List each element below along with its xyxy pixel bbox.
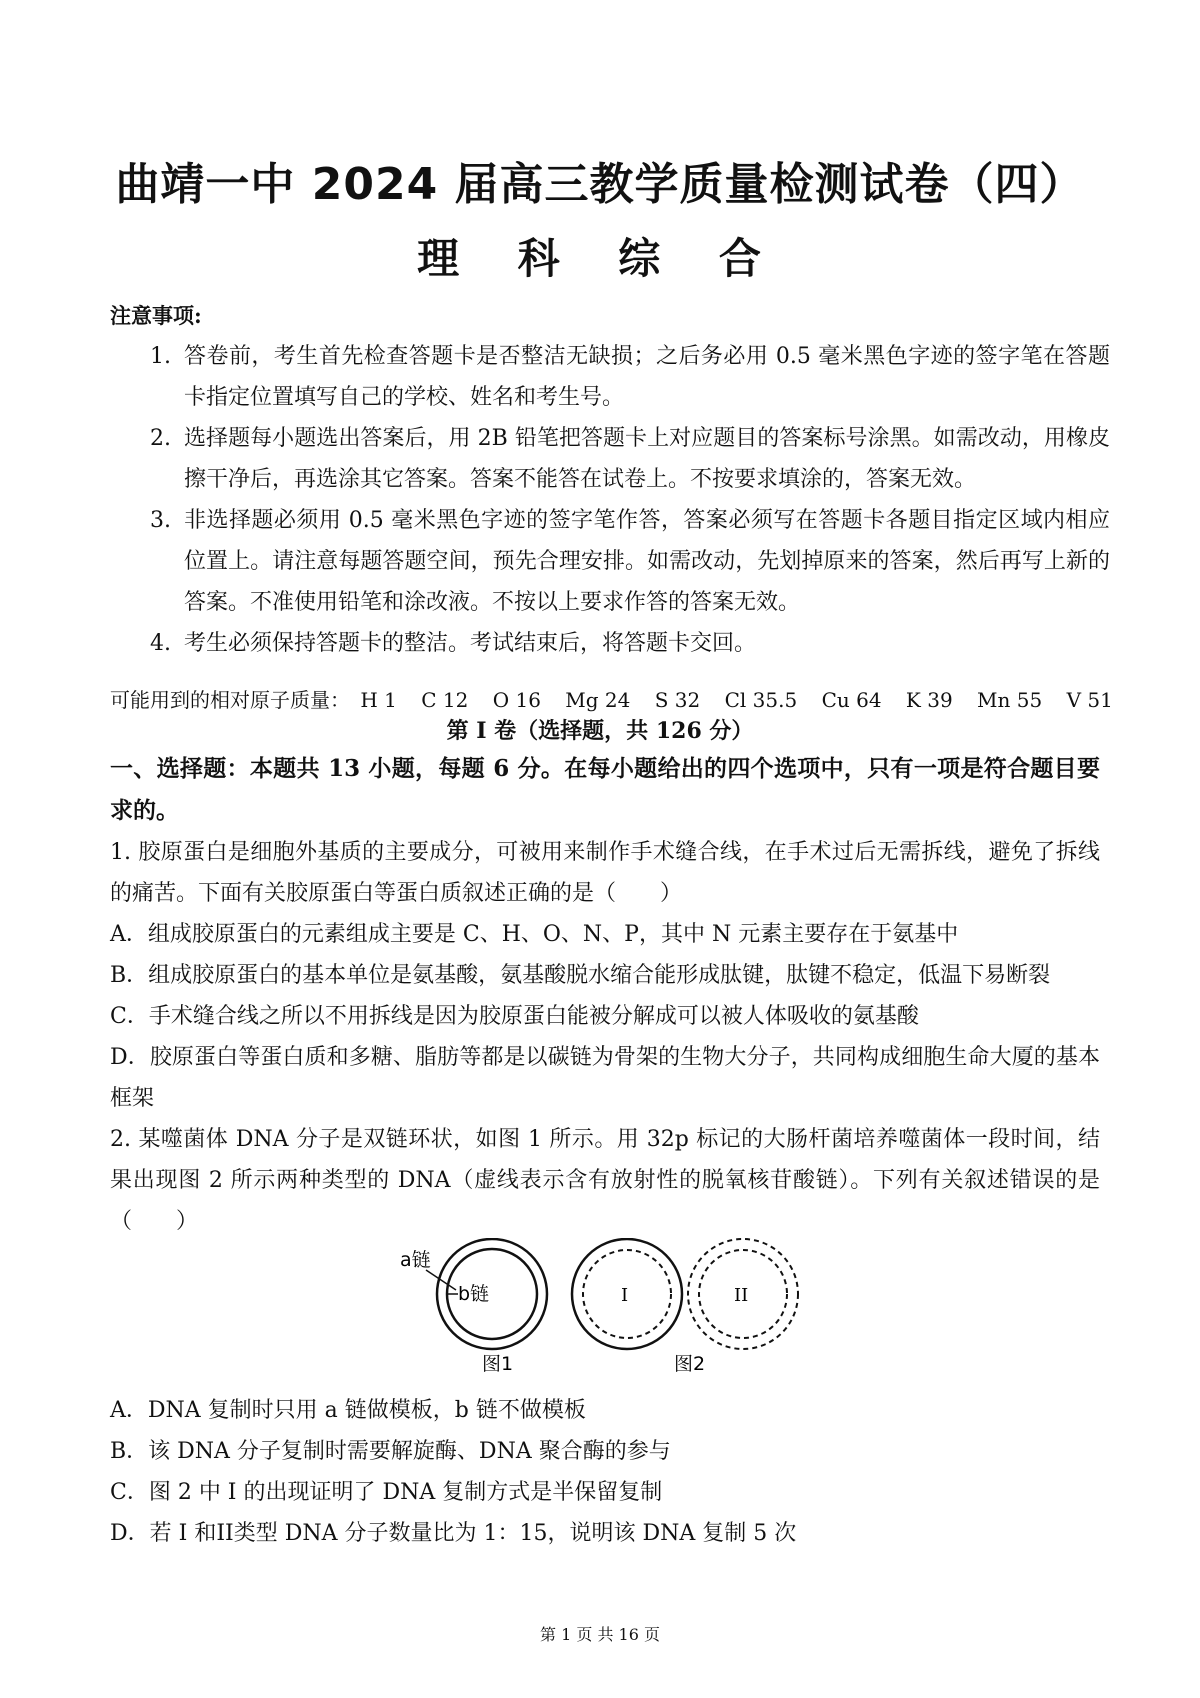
figure-1 xyxy=(400,1239,547,1375)
atomic-mass: V 51 xyxy=(1066,688,1113,712)
atomic-mass: Cl 35.5 xyxy=(724,688,798,712)
question-2-options xyxy=(110,1390,1100,1554)
notice-item-number: 1. xyxy=(150,344,171,369)
notice-item xyxy=(150,418,1110,500)
atomic-masses-label: 可能用到的相对原子质量： xyxy=(110,688,350,712)
type-I-label: I xyxy=(621,1285,629,1306)
question-stem: 2. 某噬菌体 DNA 分子是双链环状，如图 1 所示。用 32p 标记的大肠杆菌培养噬菌体一段时间，结果出现图 2 所示两种类型的 DNA（虚线表示含有放射性的脱氧核苷酸链）。下列有关叙述错误的是（ ） xyxy=(110,1127,1100,1234)
label-a-chain: a链 xyxy=(400,1249,431,1271)
question-stem: 1. 胶原蛋白是细胞外基质的主要成分，可被用来制作手术缝合线，在手术过后无需拆线，避免了拆线的痛苦。下面有关胶原蛋白等蛋白质叙述正确的是（ ） xyxy=(110,840,1100,906)
notice-item-text: 选择题每小题选出答案后，用 2B 铅笔把答题卡上对应题目的答案标号涂黑。如需改动，用橡皮擦干净后，再选涂其它答案。答案不能答在试卷上。不按要求填涂的，答案无效。 xyxy=(184,426,1110,492)
notice-item-text: 非选择题必须用 0.5 毫米黑色字迹的签字笔作答，答案必须写在答题卡各题目指定区域内相应位置上。请注意每题答题空间，预先合理安排。如需改动，先划掉原来的答案，然后再写上新的答案。不准使用铅笔和涂改液。不按以上要求作答的答案无效。 xyxy=(184,508,1110,615)
notice-item-text: 答卷前，考生首先检查答题卡是否整洁无缺损；之后务必用 0.5 毫米黑色字迹的签字笔在答题卡指定位置填写自己的学校、姓名和考生号。 xyxy=(184,344,1110,410)
volume-title: 第 I 卷（选择题，共 126 分） xyxy=(446,718,754,744)
atomic-mass: S 32 xyxy=(654,688,701,712)
notice-item xyxy=(150,623,1110,664)
atomic-mass: C 12 xyxy=(421,688,469,712)
option-a: A．组成胶原蛋白的元素组成主要是 C、H、O、N、P，其中 N 元素主要存在于氨基中 xyxy=(110,922,959,947)
notice-item-number: 3. xyxy=(150,508,171,533)
question-2 xyxy=(110,1119,1100,1242)
notice-item xyxy=(150,336,1110,418)
question-1 xyxy=(110,832,1100,1119)
section-title: 一、选择题：本题共 13 小题，每题 6 分。在每小题给出的四个选项中，只有一项是符合题目要求的。 xyxy=(110,755,1100,824)
notice-list xyxy=(150,336,1110,664)
option-d: D．若 I 和II类型 DNA 分子数量比为 1：15，说明该 DNA 复制 5 次 xyxy=(110,1521,797,1546)
figure-2 xyxy=(572,1239,798,1375)
caption-figure-1: 图1 xyxy=(482,1353,514,1375)
atomic-masses xyxy=(110,684,1131,713)
page-footer: 第 1 页 共 16 页 xyxy=(540,1625,660,1644)
notice-heading: 注意事项: xyxy=(110,303,202,328)
option-c: C．图 2 中 I 的出现证明了 DNA 复制方式是半保留复制 xyxy=(110,1480,663,1505)
option-d: D．胶原蛋白等蛋白质和多糖、脂肪等都是以碳链为骨架的生物大分子，共同构成细胞生命大厦的基本框架 xyxy=(110,1045,1100,1111)
type-II-label: II xyxy=(734,1285,749,1306)
exam-subject: 理 科 综 合 xyxy=(417,234,783,283)
notice-item-number: 4. xyxy=(150,631,171,656)
option-c: C．手术缝合线之所以不用拆线是因为胶原蛋白能被分解成可以被人体吸收的氨基酸 xyxy=(110,1004,919,1029)
atomic-mass: Mn 55 xyxy=(977,688,1043,712)
label-b-chain: b链 xyxy=(458,1283,490,1305)
caption-figure-2: 图2 xyxy=(674,1353,706,1375)
atomic-mass: K 39 xyxy=(905,688,953,712)
exam-title: 曲靖一中 2024 届高三教学质量检测试卷（四） xyxy=(115,159,1085,210)
option-b: B．组成胶原蛋白的基本单位是氨基酸，氨基酸脱水缩合能形成肽键，肽键不稳定，低温下易断裂 xyxy=(110,963,1051,988)
option-b: B．该 DNA 分子复制时需要解旋酶、DNA 聚合酶的参与 xyxy=(110,1439,671,1464)
notice-item xyxy=(150,500,1110,623)
option-a: A．DNA 复制时只用 a 链做模板，b 链不做模板 xyxy=(110,1398,586,1423)
atomic-mass: O 16 xyxy=(492,688,541,712)
atomic-mass: H 1 xyxy=(360,688,397,712)
atomic-mass: Mg 24 xyxy=(565,688,631,712)
atomic-mass: Cu 64 xyxy=(821,688,882,712)
dna-figure xyxy=(390,1238,810,1378)
notice-item-number: 2. xyxy=(150,426,171,451)
notice-item-text: 考生必须保持答题卡的整洁。考试结束后，将答题卡交回。 xyxy=(184,631,757,656)
